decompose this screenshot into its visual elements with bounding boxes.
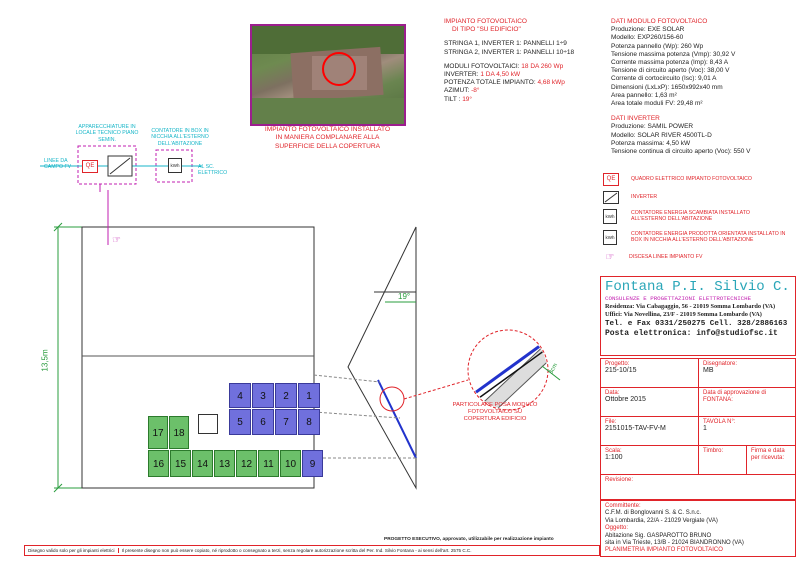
solar-panel: 13 — [214, 450, 235, 477]
firma-label: Firma e data per ricevuta: — [751, 448, 785, 461]
modulo-line: Tensione massima potenza (Vmp): 30,92 V — [611, 50, 736, 58]
potenza-value: 4,68 kWp — [537, 79, 565, 87]
tilt-value: 19° — [462, 95, 473, 103]
meter-icon-2: kWh — [603, 230, 617, 245]
potenza-label: POTENZA TOTALE IMPIANTO: — [444, 79, 536, 87]
inverter-icon — [603, 191, 619, 204]
planimetria-title: PLANIMETRIA IMPIANTO FOTOVOLTAICO — [605, 547, 723, 554]
impianto-subtitle: DI TIPO "SU EDIFICIO" — [452, 26, 521, 34]
modulo-line: Dimensioni (LxLxP): 1650x992x40 mm — [611, 83, 723, 91]
footer-bar — [24, 545, 600, 556]
impianto-info — [444, 18, 594, 104]
modulo-line: Modello: EXP260/156-60 — [611, 34, 684, 42]
committente-block — [600, 500, 796, 557]
committente-line: Via Lombardia, 22/A - 21029 Vergiate (VA) — [605, 517, 718, 524]
tavola-value: 1 — [703, 425, 707, 432]
file-label: File: — [605, 419, 617, 425]
azimut-label: AZIMUT: — [444, 87, 470, 95]
title-block — [600, 358, 796, 500]
tavola-label: TAVOLA N°: — [703, 419, 736, 425]
modulo-line: Corrente di cortocircuito (Isc): 9,01 A — [611, 75, 717, 83]
modulo-line: Area totale moduli FV: 29,48 m² — [611, 100, 703, 108]
solar-panel: 5 — [229, 409, 251, 435]
stringa-2: STRINGA 2, INVERTER 1: PANNELLI 10÷18 — [444, 48, 575, 56]
azimut-value: -8° — [471, 87, 480, 95]
solar-panel: 15 — [170, 450, 191, 477]
label-apparecchiature: APPARECCHIATURE IN LOCALE TECNICO PIANO SEMIN. — [75, 124, 139, 143]
qe-icon: QE — [603, 173, 619, 186]
solar-panel: 1 — [298, 383, 320, 408]
solar-panel: 3 — [252, 383, 274, 408]
schema-kwh-box: kWh — [168, 158, 182, 173]
committente-line: C.F.M. di Bonglovanni S. & C. S.n.c. — [605, 510, 702, 517]
inverter-line: Tensione continua di circuito aperto (Voc): 550 V — [611, 148, 751, 156]
angle-label: 19° — [398, 292, 411, 301]
panel-group-left — [148, 416, 189, 449]
progetto-label: Progetto: — [605, 361, 630, 367]
moduli-label: MODULI FOTOVOLTAICI: — [444, 62, 520, 70]
moduli-value: 18 DA 260 Wp — [521, 62, 564, 70]
tilt-label: TILT : — [444, 95, 461, 103]
dim-vertical: 13,5m — [40, 349, 50, 372]
modulo-title: DATI MODULO FOTOVOLTAICO — [611, 18, 708, 25]
chimney — [198, 414, 218, 434]
disegnatore-label: Disegnatore: — [703, 361, 738, 367]
progetto-value: 215-10/15 — [605, 367, 637, 374]
data-label: Data: — [605, 390, 620, 396]
revisione-label: Revisione: — [605, 477, 634, 483]
legend — [603, 170, 798, 266]
schema-qe-box: QE — [82, 160, 98, 173]
meter-icon: kWh — [603, 209, 617, 224]
scala-value: 1:100 — [605, 454, 623, 461]
legend-text: CONTATORE ENERGIA SCAMBIATA INSTALLATO ALL'ESTERNO DELL'ABITAZIONE — [631, 209, 750, 222]
label-linee: LINEE DA CAMPO FV — [44, 158, 72, 171]
approvazione-label: Data di approvazione di FONTANA: — [703, 390, 767, 403]
legend-text: CONTATORE ENERGIA PRODOTTA ORIENTATA INSTALLATO IN BOX IN NICCHIA ALL'ESTERNO DELL'ABITAZIONE — [631, 230, 786, 243]
hand-icon: ☞ — [605, 251, 615, 263]
company-tel: Tel. e Fax 0331/250275 Cell. 328/2886163 — [605, 320, 788, 328]
company-uffici: Uffici: Via Novellina, 23/F - 21019 Somma Lombardo (VA) — [605, 311, 762, 318]
modulo-line: Potenza pannello (Wp): 260 Wp — [611, 42, 704, 50]
solar-panel: 17 — [148, 416, 168, 449]
solar-panel: 12 — [236, 450, 257, 477]
electrical-schema — [40, 140, 240, 192]
detail-caption: PARTICOLARE POSA MODULO FOTOVOLTAICO SU COPERTURA EDIFICIO — [452, 402, 538, 422]
solar-panel: 6 — [252, 409, 274, 435]
inverter-line: Modello: SOLAR RIVER 4500TL-D — [611, 131, 712, 139]
solar-panel: 14 — [192, 450, 213, 477]
panel-group-bottom — [148, 450, 323, 477]
solar-panel: 18 — [169, 416, 189, 449]
panel-group-mid — [229, 409, 320, 435]
timbro-label: Timbro: — [703, 448, 724, 454]
legend-text: DISCESA LINEE IMPIANTO FV — [629, 253, 703, 260]
company-email: Posta elettronica: info@studiofsc.it — [605, 329, 778, 338]
detail-dim: 3cm — [548, 362, 560, 376]
company-subtitle: CONSULENZE E PROGETTAZIONI ELETTROTECNICHE — [605, 295, 752, 302]
inverter-title: DATI INVERTER — [611, 115, 660, 123]
data-value: Ottobre 2015 — [605, 396, 646, 403]
panel-group-top — [229, 383, 320, 408]
solar-panel: 8 — [298, 409, 320, 435]
solar-panel: 2 — [275, 383, 297, 408]
company-name: Fontana P.I. Silvio C. — [605, 279, 790, 295]
footer-right: Il presente disegno non può essere copiato, né riprodotto o consegnato a terzi, senza regolare autorizzazione scritta del Per. Ind. Silvio Fontana - ai sensi dell'art. 2575 C.C. — [121, 548, 472, 553]
progetto-esecutivo: PROGETTO ESECUTIVO, approvato, utilizzabile per realizzazione impianto — [384, 537, 554, 542]
file-value: 2151015-TAV-FV-M — [605, 425, 666, 432]
company-residenza: Residenza: Via Cabagaggio, 56 - 21019 Somma Lombardo (VA) — [605, 303, 776, 310]
impianto-title: IMPIANTO FOTOVOLTAICO — [444, 18, 527, 25]
company-block — [600, 276, 796, 356]
label-rete: AL SC. ELETTRICO — [198, 164, 228, 177]
committente-label: Committente: — [605, 503, 641, 509]
solar-panel: 4 — [229, 383, 251, 408]
modulo-line: Corrente massima potenza (Imp): 8,43 A — [611, 59, 729, 67]
oggetto-line: Abitazione Sig. GASPAROTTO BRUNO — [605, 532, 712, 539]
inverter-label: INVERTER: — [444, 71, 479, 79]
footer-left: Disegno valido solo per gli impianti elettrici — [25, 548, 119, 553]
stringa-1: STRINGA 1, INVERTER 1: PANNELLI 1÷9 — [444, 40, 567, 48]
oggetto-label: Oggetto: — [605, 525, 629, 532]
legend-text: QUADRO ELETTRICO IMPIANTO FOTOVOLTAICO — [631, 175, 752, 182]
modulo-data — [611, 18, 796, 156]
oggetto-line: sita in Via Trieste, 13/B - 21024 BIANDRONNO (VA) — [605, 540, 744, 547]
solar-panel: 7 — [275, 409, 297, 435]
scala-label: Scala: — [605, 448, 622, 454]
modulo-line: Tensione di circuito aperto (Voc): 38,00 V — [611, 67, 730, 75]
solar-panel: 16 — [148, 450, 169, 477]
label-contatore: CONTATORE IN BOX IN NICCHIA ALL'ESTERNO DELL'ABITAZIONE — [151, 128, 209, 147]
solar-panel: 9 — [302, 450, 323, 477]
modulo-line: Produzione: EXE SOLAR — [611, 26, 685, 34]
solar-panel: 10 — [280, 450, 301, 477]
photo-caption: IMPIANTO FOTOVOLTAICO INSTALLATO IN MANIERA COMPLANARE ALLA SUPERFICIE DELLA COPERTURA — [264, 126, 391, 150]
inverter-line: Potenza massima: 4,50 kW — [611, 139, 691, 147]
disegnatore-value: MB — [703, 367, 714, 374]
legend-text: INVERTER — [631, 193, 658, 200]
roof-profile — [348, 227, 416, 488]
inverter-line: Produzione: SAMIL POWER — [611, 123, 694, 131]
solar-panel: 11 — [258, 450, 279, 477]
hand-marker: ☞ — [112, 235, 121, 246]
modulo-line: Area pannello: 1,63 m² — [611, 91, 677, 99]
inverter-value: 1 DA 4,50 kW — [480, 71, 521, 79]
photo-highlight-circle — [322, 52, 356, 86]
aerial-photo — [250, 24, 406, 126]
building-outline — [82, 227, 314, 488]
